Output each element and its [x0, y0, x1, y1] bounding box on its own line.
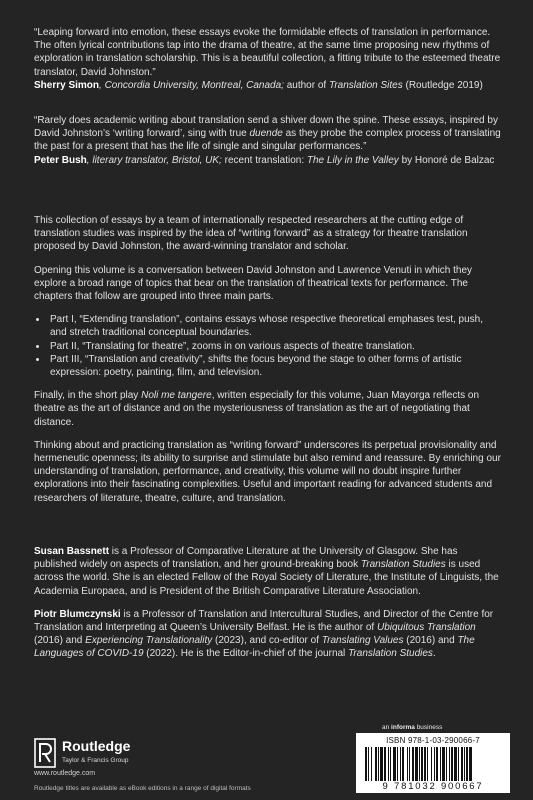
reviewer-note: author of	[283, 79, 329, 91]
publisher-url: www.routledge.com	[34, 770, 96, 777]
barcode-bar	[368, 747, 369, 781]
description-paragraph-1: This collection of essays by a team of internationally respected researchers at the cutting edge of translation studies was inspired by the idea of “writing forward” as a strategy for theatre translation proposed by David Johnston, the award-winning translator and scholar.	[34, 215, 468, 253]
barcode-bar	[466, 747, 468, 781]
barcode-bar	[365, 747, 367, 781]
barcode-bar	[384, 747, 386, 781]
paragraph-text: , written especially for this volume, Juan Mayorga reflects on theatre as the art of distance and on the mysteriousness of translation as the art of negotiating that distance.	[34, 390, 480, 428]
description-paragraph-4: Thinking about and practicing translation as “writing forward” underscores its perpetual provisionality and hermeneutic openness; its ability to surprise and stimulate but also remind and reassure. By enriching our understanding of translation, performance, and creativity, this volume will no doubt inspire further explorations into their fascinating complexities. Useful and important reading for advanced students and researchers of literature, theatre, culture, and translation.	[34, 439, 501, 504]
review-quote-emphasis: duende	[249, 128, 283, 140]
barcode-bar	[458, 747, 459, 781]
editor-name: Susan Bassnett	[34, 546, 110, 557]
barcode-bar	[442, 747, 445, 781]
editor-name: Piotr Blumczynski	[34, 608, 121, 620]
description-paragraph-3	[34, 389, 502, 429]
review-quote: “Leaping forward into emotion, these essays evoke the formidable effects of translation in performance. The often lyrical contributions tap into the drama of theatre, at the same time proposing new rhythms of exploration in translation scholarship. This is a beautiful collection, a fitting tribute to the esteemed theatre translator, David Johnston.”	[34, 27, 501, 78]
reviewer-book: Translation Sites	[328, 79, 403, 91]
barcode-bar	[469, 747, 472, 781]
review-quote: “Rarely does academic writing about translation send a shiver down the spine. These essays, inspired by David Johnston’s ‘writing forward’, sing with true	[34, 115, 498, 140]
barcode-bar	[412, 747, 414, 781]
barcode-bar	[421, 747, 423, 781]
barcode-bar	[461, 747, 463, 781]
bio-text: .	[432, 648, 436, 660]
informa-text: an	[382, 724, 392, 731]
barcode-bar	[375, 747, 377, 781]
routledge-logo-icon	[34, 738, 56, 768]
reviewer-book: The Lily in the Valley	[306, 154, 399, 166]
parts-list-item: • Part III, “Translation and creativity”, shifts the focus beyond the stage to other forms of artistic expression: poetry, painting, film, and television.	[48, 353, 502, 379]
parts-list	[34, 313, 502, 379]
barcode-bar	[380, 747, 383, 781]
reviewer-note: recent translation:	[221, 154, 307, 166]
barcode-bar	[402, 747, 404, 781]
play-title: Noli me tangere	[141, 390, 212, 402]
bio-susan-bassnett	[34, 545, 502, 598]
barcode-bar	[393, 747, 396, 781]
informa-business-label	[382, 724, 442, 731]
review-peter-bush	[34, 114, 502, 167]
barcode-bar	[434, 747, 435, 781]
reviewer-affiliation: , Concordia University, Montreal, Canada;	[99, 79, 284, 91]
parts-list-item: • Part I, “Extending translation”, contains essays whose respective theoretical emphases test, push, and stretch traditional conceptual boundaries.	[48, 313, 502, 339]
book-title: Translating Values	[321, 635, 404, 647]
barcode-bar	[427, 747, 428, 781]
book-title: The Languages of COVID-19	[34, 635, 475, 660]
barcode-bar	[407, 747, 408, 781]
review-sherry-simon	[34, 26, 502, 92]
barcode-digits: 9 781032 900667	[382, 781, 484, 792]
editor-bios	[34, 545, 502, 671]
reviewer-publication: (Routledge 2019)	[402, 79, 483, 91]
routledge-logo	[34, 738, 184, 772]
barcode-bar	[415, 747, 418, 781]
review-quote-end: as they probe the complex process of translating the past for a present that has the life of single and singular performances.”	[34, 128, 501, 153]
barcode-bar	[424, 747, 426, 781]
barcode-bar	[454, 747, 457, 781]
paragraph-text: Finally, in the short play	[34, 390, 142, 402]
bio-piotr-blumczynski	[34, 608, 502, 661]
book-title: Experiencing Translationality	[85, 635, 213, 647]
bio-text: (2023), and co-editor of	[212, 635, 322, 647]
isbn-barcode	[356, 733, 510, 793]
isbn-label: ISBN 978-1-03-290066-7	[386, 736, 480, 745]
informa-brand: informa	[391, 724, 415, 731]
barcode-bar	[397, 747, 398, 781]
barcode-bar	[400, 747, 401, 781]
barcode-bar	[378, 747, 379, 781]
bio-text: is a Professor of Translation and Intercultural Studies, and Director of the Centre for Translation and Interpreting at Queen’s University Belfast. He is the author of	[34, 608, 494, 634]
bio-text: is a Professor of Comparative Literature at the University of Glasgow. She has published widely on aspects of translation, and her ground-breaking book	[34, 546, 458, 571]
reviewer-affiliation: , literary translator, Bristol, UK;	[86, 154, 222, 166]
barcode-bar	[446, 747, 447, 781]
reviewer-book-author: by Honoré de Balzac	[398, 154, 495, 166]
book-title: Ubiquitous Translation	[376, 622, 476, 634]
book-title: Translation Studies	[360, 559, 446, 571]
ebook-note: Routledge titles are available as eBook editions in a range of digital formats	[34, 785, 251, 792]
barcode-bar	[388, 747, 389, 781]
barcode-bar	[464, 747, 465, 781]
barcode-bar	[409, 747, 410, 781]
bio-text: (2016) and	[34, 635, 86, 647]
reviewer-name: Peter Bush	[34, 154, 87, 166]
barcode-bar	[419, 747, 420, 781]
barcode-bar	[440, 747, 441, 781]
publisher-name: Routledge	[62, 738, 131, 754]
barcode-bar	[436, 747, 438, 781]
bio-text: (2022). He is the Editor-in-chief of the journal	[143, 648, 349, 660]
description-paragraph-2: Opening this volume is a conversation between David Johnston and Lawrence Venuti in which they explore a broad range of topics that bear on the translation of theatrical texts for performance. The chapters that follow are grouped into three main parts.	[34, 264, 473, 303]
barcode-bar	[371, 747, 372, 781]
barcode-bar	[390, 747, 391, 781]
book-description	[34, 214, 502, 515]
barcode-bar	[431, 747, 432, 781]
journal-title: Translation Studies	[348, 648, 433, 660]
bio-text: (2016) and	[403, 635, 458, 647]
barcode-bar	[451, 747, 453, 781]
publisher-group: Taylor & Francis Group	[62, 757, 129, 764]
barcode-bars	[364, 747, 502, 781]
informa-text: business	[414, 724, 443, 731]
bio-text: is used across the world. She is an elected Fellow of the Royal Society of Literature, the Institute of Linguists, the Academia Europaea, and is President of the British Comparative Literature Association.	[34, 559, 499, 597]
reviewer-name: Sherry Simon	[34, 79, 100, 91]
parts-list-item: • Part II, “Translating for theatre”, zooms in on various aspects of theatre translation.	[48, 340, 502, 353]
barcode-bar	[449, 747, 450, 781]
